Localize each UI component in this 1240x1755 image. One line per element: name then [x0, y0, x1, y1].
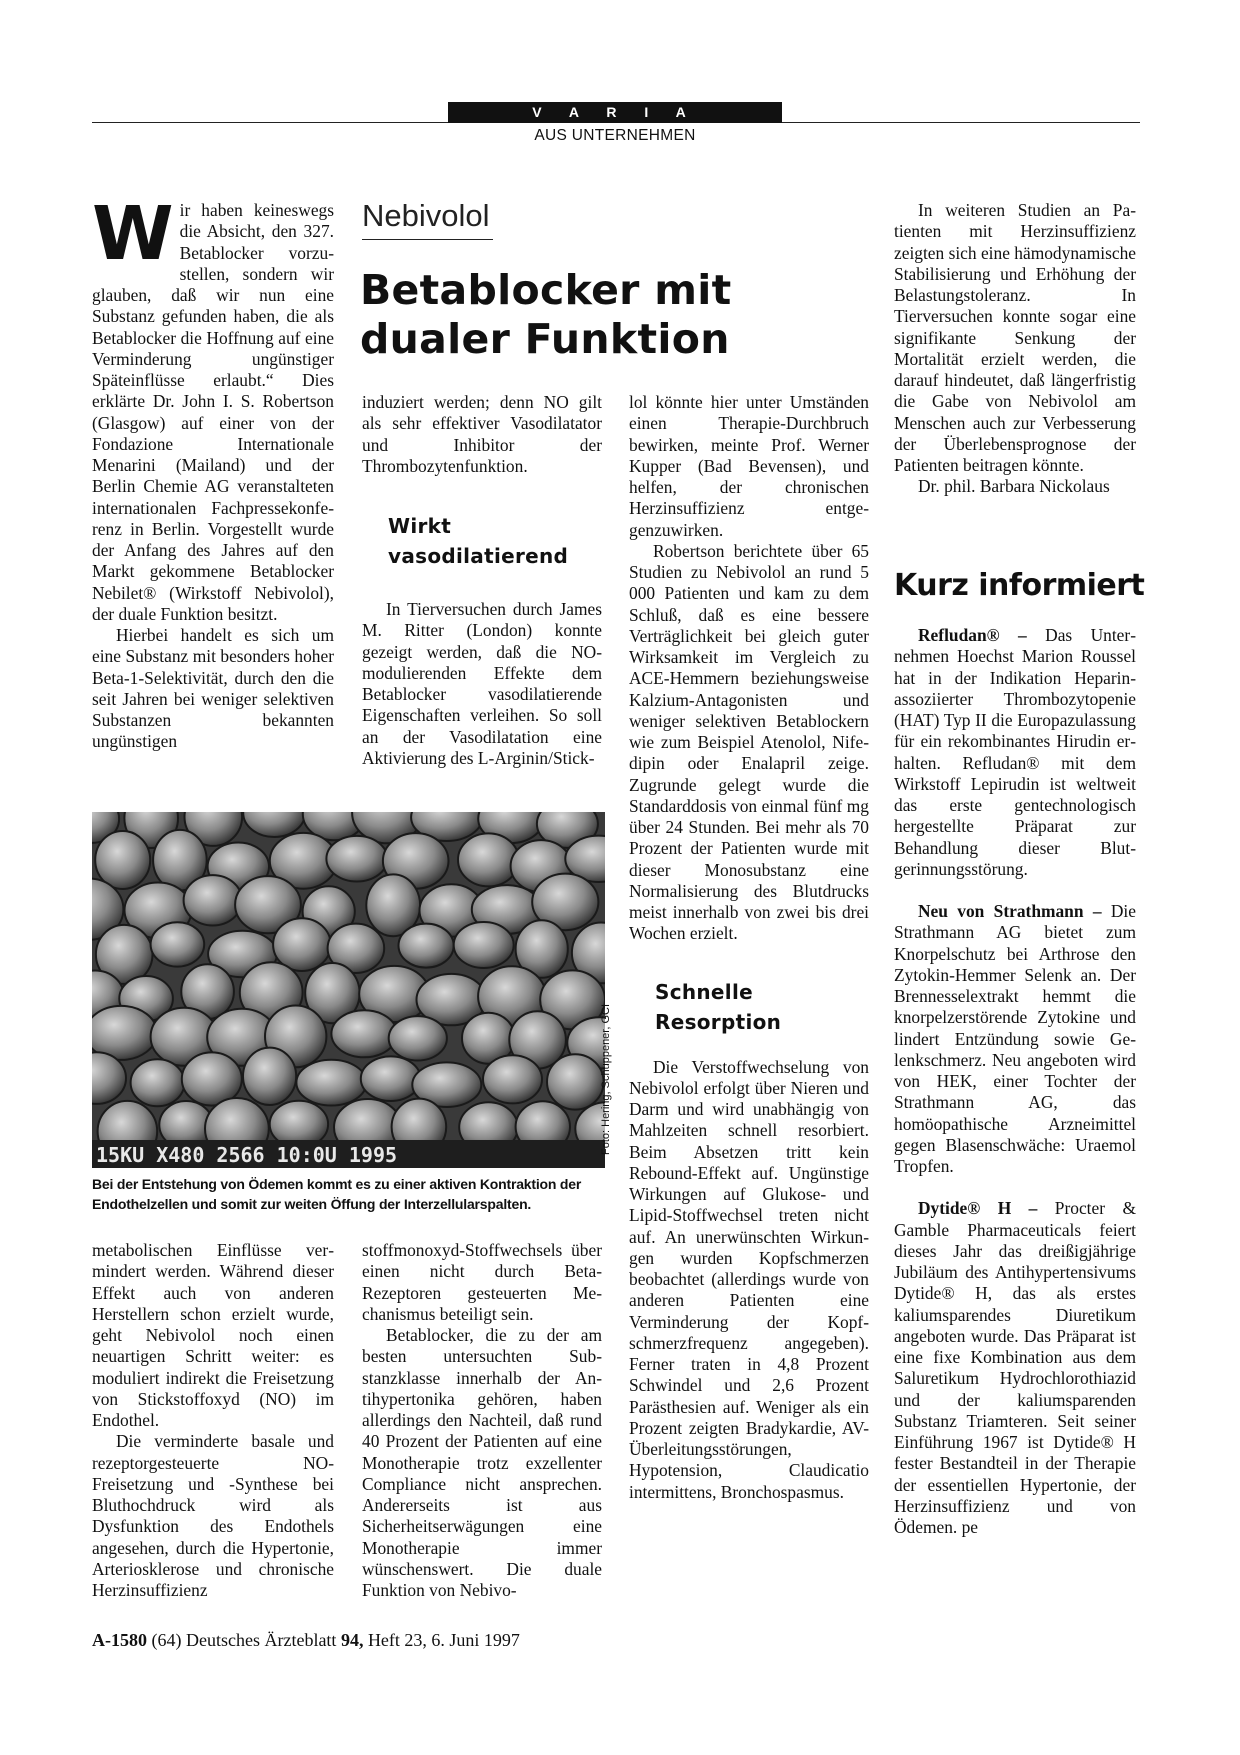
paragraph: Die verminderte basale und rezeptorgesteuerte NO-Freisetzung und -Synthese bei Bluthochdruck wird als Dysfunktion des Endothels angesehen, durch die Hypertonie, Arteriosklerose und chronische Herzinsuffizienz	[92, 1431, 334, 1600]
drop-cap: W	[92, 191, 174, 277]
section-label: V A R I A	[448, 102, 782, 123]
subheading-line: vasodilatierend	[388, 544, 569, 568]
kurz-informiert-column	[894, 625, 1136, 1538]
paragraph: Betablocker, die zu der am besten untersuchten Substanzklasse innerhalb der Antihypertonika gehören, haben allerdings den Nachteil, daß rund 40 Prozent der Patienten auf eine Monotherapie trotz exzellenter Compliance nicht ansprechen. Andererseits ist aus Sicherheitserwägungen eine Monotherapie immer wünschenswert. Die duale Funktion von Nebivo-	[362, 1325, 602, 1600]
photo-credit: Foto: Hering, Schuppener, GCI	[600, 1003, 612, 1155]
cell-micrograph	[92, 812, 605, 1168]
micrograph-cell	[331, 1010, 397, 1057]
micrograph-cell	[454, 922, 514, 968]
journal-issue: Heft 23, 6. Juni 1997	[367, 1630, 520, 1650]
author-byline: Dr. phil. Barbara Nickolaus	[918, 476, 1110, 497]
news-item	[894, 901, 1136, 1177]
micrograph-cell	[184, 875, 242, 925]
journal-volume: 94,	[340, 1630, 364, 1650]
headline-line: Betablocker mit	[360, 266, 732, 314]
subsection-label: AUS UNTERNEHMEN	[534, 127, 696, 144]
paragraph: lol könnte hier unter Umständen einen Therapie-Durchbruch bewirken, meinte Prof. Werner Kupper (Bad Bevensen), und helfen, der chronischen Herzinsuffizienz entgegenzuwirken.	[629, 392, 869, 540]
photo-caption: Bei der Entstehung von Ödemen kommt es zu einer aktiven Kontraktion der Endothelzellen und somit zur weiten Öffung der Interzellularspalten.	[92, 1176, 582, 1212]
headline-line: dualer Funktion	[360, 315, 730, 363]
column-1-top	[92, 191, 334, 753]
micrograph-cell	[547, 1054, 604, 1109]
micrograph-cell	[296, 1060, 366, 1106]
micrograph-cell	[361, 1056, 421, 1101]
micrograph-cell	[131, 1059, 185, 1106]
micrograph-cell	[458, 833, 519, 886]
paragraph: Hierbei handelt es sich um eine Substanz mit besonders hoher Beta-1-Selektivität, durch den die seit Jahren bei weniger selektiven Substanzen bekannten ungünstigen	[92, 625, 334, 752]
micrograph-cell	[243, 1048, 296, 1105]
kicker-rule	[362, 239, 493, 240]
subheading-wirkt	[388, 511, 602, 571]
paragraph: induziert werden; denn NO gilt als sehr effektiver Vasodilatator und Inhibitor der Thrombozytenfunktion.	[362, 392, 602, 476]
news-item	[894, 625, 1136, 880]
article-kicker: Nebivolol	[362, 198, 490, 233]
page-footer	[92, 1630, 520, 1651]
column-2-top	[362, 392, 602, 769]
news-item-lead: Refludan® –	[918, 625, 1027, 645]
column-1-bottom	[92, 1240, 334, 1601]
column-4	[894, 200, 1136, 498]
micrograph-cell	[326, 836, 387, 882]
paragraph: stoffmonoxyd-Stoffwechsels über einen nicht durch Beta-Rezeptoren gesteuerten Mechanismus beteiligt sein.	[362, 1240, 602, 1324]
news-item-lead: Dytide® H –	[918, 1198, 1038, 1219]
page-number: A-1580	[92, 1630, 147, 1650]
paragraph: metabolischen Einflüsse vermindert werden. Während dieser Effekt auch von anderen Herstellern schon erzielt wurde, geht Nebivolol noch einen neuartigen Schritt weiter: es moduliert indirekt die Freisetzung von Stickstoffoxyd (NO) im Endothel.	[92, 1240, 334, 1430]
paragraph: In weiteren Studien an Patienten mit Herzinsuffizienz zeigten sich eine hämodynamische Stabilisierung und Erhöhung der Belastungstoleranz. In Tierversuchen konnte sogar eine signifikante Senkung der Mortalität erzielt werden, die darauf hindeutet, daß längerfristig die Gabe von Nebivolol am Menschen auch zur Verbesserung der Überlebensprognose der Patienten beitragen könnte.	[894, 200, 1136, 475]
paragraph: Die Verstoffwechselung von Nebivolol erfolgt über Nieren und Darm und wird unabhängig von Mahlzeiten schnell resorbiert. Beim Absetzen tritt kein Rebound-Effekt auf. Ungünstige Wirkungen auf Glukose- und Lipid-Stoffwechsel treten nicht auf. An unerwünschten Wirkungen wurden Kopfschmerzen beobachtet (allerdings wurde von anderen Patienten eine Verminderung der Kopfschmerzfrequenz angegeben). Ferner traten in 4,8 Prozent Schwindel und 2,6 Prozent Parästhesien auf. Weniger als ein Prozent zeigten Bradykardie, AV-Überleitungsstörungen, Hypotension, Claudicatio intermittens, Bronchospasmus.	[629, 1056, 869, 1502]
news-item	[894, 1198, 1136, 1538]
micrograph-cell	[389, 1016, 447, 1060]
micrograph-cell	[151, 922, 205, 966]
subheading-line: Resorption	[655, 1009, 782, 1034]
news-item-text: Procter & Gamble Pharmaceuticals feiert dieses Jahr das dreißigjährige Jubiläum des Antihypertensivums Dytide® H, das als erstes kaliumsparendes Diuretikum angeboten wurde. Das Präparat ist eine fixe Kombination aus dem Saluretikum Hydrochlorothiazid und der kaliumsparenden Substanz Triamteren. Seit seiner Einführung 1967 ist Dytide® H fester Bestandteil in der Therapie der essentiellen Hypertonie, der Herzinsuffizienz und von Ödemen. pe	[894, 1198, 1136, 1537]
news-item-text: Das Unternehmen Hoechst Marion Roussel hat in der Indikation Heparin-assoziierter Thrombozytopenie (HAT) Typ II die Europazulassung für ein rekombinantes Hirudin erhalten. Refludan® mit dem Wirkstoff Lepirudin ist weltweit das erste gentechnologisch hergestellte Präparat zur Behandlung dieser Blutgerinnungsstörung.	[894, 625, 1136, 879]
news-item-lead: Neu von Strathmann –	[918, 901, 1102, 921]
subheading-line: Schnelle	[655, 979, 753, 1004]
kurz-informiert-heading: Kurz informiert	[894, 568, 1145, 603]
journal-name: (64) Deutsches Ärzteblatt	[151, 1630, 337, 1650]
column-2-bottom	[362, 1240, 602, 1601]
micrograph-label: 15KU X480 2566 10:0U 1995	[96, 1143, 398, 1167]
column-3	[629, 392, 869, 1503]
paragraph: Robertson berichtete über 65 Studien zu Nebivolol an rund 5 000 Patienten und kam zu dem Schluß, daß es eine bessere Verträglichkeit bei gleich guter Wirksamkeit im Vergleich zu ACE-Hemmern beziehungsweise Kalzium-Antagonisten und weniger selektiven Betablockern wie zum Beispiel Atenolol, Nifedipin oder Enalapril zeige. Zugrunde gelegt wurde die Standarddosis von einmal fünf mg über 24 Stunden. Bei mehr als 70 Prozent der Patienten wurde mit dieser Monosubstanz eine Normalisierung des Blutdrucks meist innerhalb von zwei bis drei Wochen erzielt.	[629, 540, 869, 944]
subheading-line: Wirkt	[388, 514, 452, 538]
subheading-resorption	[655, 977, 869, 1037]
paragraph: In Tierversuchen durch James M. Ritter (London) konnte gezeigt werden, daß die NO-modulierenden Effekte dem Betablocker vasodilatierende Eigenschaften verleihen. So soll an der Vasodilatation eine Aktivierung des L-Arginin/Stick-	[362, 599, 602, 768]
news-item-text: Die Strathmann AG bietet zum Knorpelschutz bei Arthrose den Zytokin-Hemmer Selenk an. Der Brennesselextrakt hemmt die knorpelzerstörende Zytokine und lindert Entzündung sowie Gelenkschmerz. Neu angeboten wird von HEK, einer Tochter der Strathmann AG, das homöopathische Arzneimittel gegen Blasenschwäche: Uraemol Tropfen.	[894, 901, 1136, 1176]
micrograph-cell	[399, 924, 454, 968]
paragraph: ir haben keineswegs die Absicht, den 327. Betablocker vorzustellen, sondern wir glauben, daß wir nun eine Substanz gefunden haben, die als Betablocker die Hoffnung auf eine Verminderung ungünstiger Späteinflüsse erlaubt.“ Dies erklärte Dr. John I. S. Robertson (Glasgow) auf einer von der Fondazione Internationale Menarini (Mailand) und der Berlin Chemie AG veranstalteten internationalen Fachpressekonferenz in Berlin. Vorgestellt wurde der Anfang des Jahres auf den Markt gekommene Betablocker Nebilet® (Wirkstoff Nebivolol), der duale Funktion besitzt.	[92, 200, 334, 624]
micrograph-cell	[483, 1055, 542, 1103]
article-headline	[360, 266, 760, 364]
micrograph-image	[92, 812, 605, 1168]
